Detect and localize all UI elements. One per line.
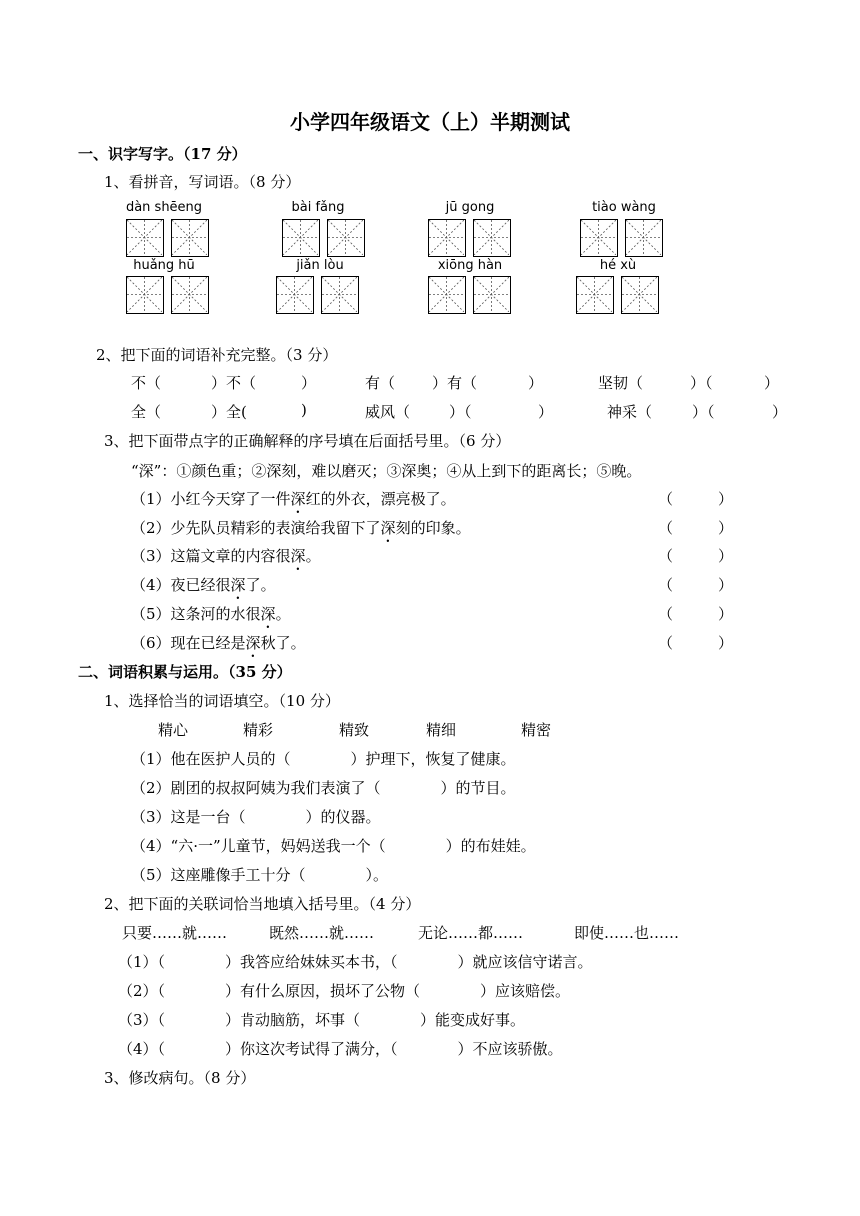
cell-guide-lines <box>626 220 661 255</box>
cell-guide-lines <box>127 277 162 312</box>
cell-guide-lines <box>474 220 509 255</box>
conjunction-option: 即使……也…… <box>574 924 680 942</box>
fill-fragment: 不（ <box>131 374 162 392</box>
q3-item: （4）夜已经很深了。 <box>131 576 276 594</box>
fill-fragment: 有（ <box>365 374 396 392</box>
fill-fragment: ） <box>528 374 544 392</box>
fill-fragment: ）不（ <box>211 374 257 392</box>
writing-cell[interactable] <box>473 276 511 314</box>
q3-heading: 3、把下面带点字的正确解释的序号填在后面括号里。（6 分） <box>104 432 511 450</box>
conjunction-option: 只要……就…… <box>122 924 228 942</box>
answer-paren-close: ） <box>718 576 734 594</box>
dotted-char: 深 <box>260 605 276 623</box>
fill-fragment: ） <box>772 403 788 421</box>
q2-heading: 2、把下面的词语补充完整。（3 分） <box>96 346 338 364</box>
answer-paren-close: ） <box>718 634 734 652</box>
word-option: 精细 <box>426 721 457 739</box>
s2-q2-heading: 2、把下面的关联词恰当地填入括号里。（4 分） <box>104 895 421 913</box>
pinyin-label: xiōng hàn <box>437 258 503 273</box>
answer-paren-close: ） <box>718 519 734 537</box>
s2-q2-item: （1）（ ）我答应给妹妹买本书，（ ）就应该信守诺言。 <box>118 953 593 971</box>
writing-cell[interactable] <box>428 219 466 257</box>
pinyin-label: dàn shēeng <box>125 200 203 215</box>
word-option: 精彩 <box>243 721 274 739</box>
fill-fragment: ） <box>764 374 780 392</box>
answer-paren-close: ） <box>718 490 734 508</box>
word-option: 精致 <box>339 721 370 739</box>
writing-cell[interactable] <box>327 219 365 257</box>
answer-paren-open: （ <box>658 519 674 537</box>
fill-fragment: ）（ <box>692 403 715 421</box>
pinyin-label: tiào wàng <box>592 200 656 215</box>
q3-item: （1）小红今天穿了一件深红的外衣，漂亮极了。 <box>131 490 456 508</box>
s2-q1-item: （4）“六·一”儿童节，妈妈送我一个（ ）的布娃娃。 <box>131 837 536 855</box>
conjunction-option: 无论……都…… <box>418 924 524 942</box>
writing-cell[interactable] <box>321 276 359 314</box>
cell-guide-lines <box>622 277 657 312</box>
definition-list: “深”：①颜色重；②深刻，难以磨灭；③深奥；④从上到下的距离长；⑤晚。 <box>131 462 642 480</box>
answer-paren-open: （ <box>658 605 674 623</box>
writing-cell[interactable] <box>126 276 164 314</box>
cell-guide-lines <box>172 220 207 255</box>
section1-heading: 一、识字写字。（17 分） <box>78 145 247 163</box>
cell-guide-lines <box>429 220 464 255</box>
s2-q1-item: （2）剧团的叔叔阿姨为我们表演了（ ）的节目。 <box>131 779 516 797</box>
fill-fragment: ） <box>538 403 554 421</box>
fill-fragment: 坚韧（ <box>598 374 644 392</box>
cell-guide-lines <box>283 220 318 255</box>
cell-guide-lines <box>581 220 616 255</box>
fill-fragment: ）（ <box>690 374 713 392</box>
fill-fragment: ） <box>301 374 317 392</box>
fill-fragment: ）全( <box>211 403 247 421</box>
writing-cell[interactable] <box>576 276 614 314</box>
cell-guide-lines <box>577 277 612 312</box>
s2-q2-item: （2）（ ）有什么原因，损坏了公物（ ）应该赔偿。 <box>118 982 571 1000</box>
dotted-char: 深 <box>230 576 246 594</box>
writing-cell[interactable] <box>428 276 466 314</box>
fill-fragment: ）有（ <box>432 374 478 392</box>
s2-q1-item: （5）这座雕像手工十分（ ）。 <box>131 866 389 884</box>
writing-cell[interactable] <box>171 219 209 257</box>
s2-q2-item: （3）（ ）肯动脑筋，坏事（ ）能变成好事。 <box>118 1011 526 1029</box>
q3-item: （6）现在已经是深秋了。 <box>131 634 306 652</box>
writing-cell[interactable] <box>621 276 659 314</box>
answer-paren-close: ） <box>718 547 734 565</box>
cell-guide-lines <box>172 277 207 312</box>
cell-guide-lines <box>328 220 363 255</box>
s2-q2-item: （4）（ ）你这次考试得了满分，（ ）不应该骄傲。 <box>118 1040 563 1058</box>
s2-q1-item: （3）这是一台（ ）的仪器。 <box>131 808 381 826</box>
writing-cell[interactable] <box>282 219 320 257</box>
q1-heading: 1、看拼音，写词语。（8 分） <box>104 173 301 191</box>
s2-q1-item: （1）他在医护人员的（ ）护理下，恢复了健康。 <box>131 750 516 768</box>
s2-q3-heading: 3、修改病句。（8 分） <box>104 1069 256 1087</box>
cell-guide-lines <box>429 277 464 312</box>
pinyin-label: bài fǎng <box>291 200 345 215</box>
pinyin-label: jiǎn lòu <box>296 258 344 273</box>
fill-fragment: ）（ <box>449 403 472 421</box>
cell-guide-lines <box>127 220 162 255</box>
answer-paren-open: （ <box>658 490 674 508</box>
writing-cell[interactable] <box>126 219 164 257</box>
dotted-char: 深 <box>245 634 261 652</box>
pinyin-label: hé xù <box>599 258 637 273</box>
pinyin-label: huǎng hū <box>133 258 195 273</box>
q3-item: （2）少先队员精彩的表演给我留下了深刻的印象。 <box>131 519 471 537</box>
conjunction-option: 既然……就…… <box>269 924 375 942</box>
fill-fragment: 神采（ <box>607 403 653 421</box>
cell-guide-lines <box>277 277 312 312</box>
cell-guide-lines <box>474 277 509 312</box>
writing-cell[interactable] <box>625 219 663 257</box>
dotted-char: 深 <box>290 490 306 508</box>
writing-cell[interactable] <box>171 276 209 314</box>
fill-fragment: ) <box>301 401 307 419</box>
writing-cell[interactable] <box>276 276 314 314</box>
answer-paren-open: （ <box>658 576 674 594</box>
word-option: 精密 <box>521 721 552 739</box>
fill-fragment: 全（ <box>131 403 162 421</box>
page-title: 小学四年级语文（上）半期测试 <box>290 110 570 134</box>
q3-item: （3）这篇文章的内容很深。 <box>131 547 321 565</box>
writing-cell[interactable] <box>473 219 511 257</box>
cell-guide-lines <box>322 277 357 312</box>
pinyin-label: jū gong <box>445 200 495 215</box>
dotted-char: 深 <box>290 547 306 565</box>
writing-cell[interactable] <box>580 219 618 257</box>
section2-heading: 二、词语积累与运用。（35 分） <box>78 663 292 681</box>
word-option: 精心 <box>158 721 189 739</box>
answer-paren-open: （ <box>658 547 674 565</box>
answer-paren-open: （ <box>658 634 674 652</box>
q3-item: （5）这条河的水很深。 <box>131 605 291 623</box>
dotted-char: 深 <box>380 519 396 537</box>
answer-paren-close: ） <box>718 605 734 623</box>
s2-q1-heading: 1、选择恰当的词语填空。（10 分） <box>104 692 340 710</box>
fill-fragment: 威风（ <box>365 403 411 421</box>
